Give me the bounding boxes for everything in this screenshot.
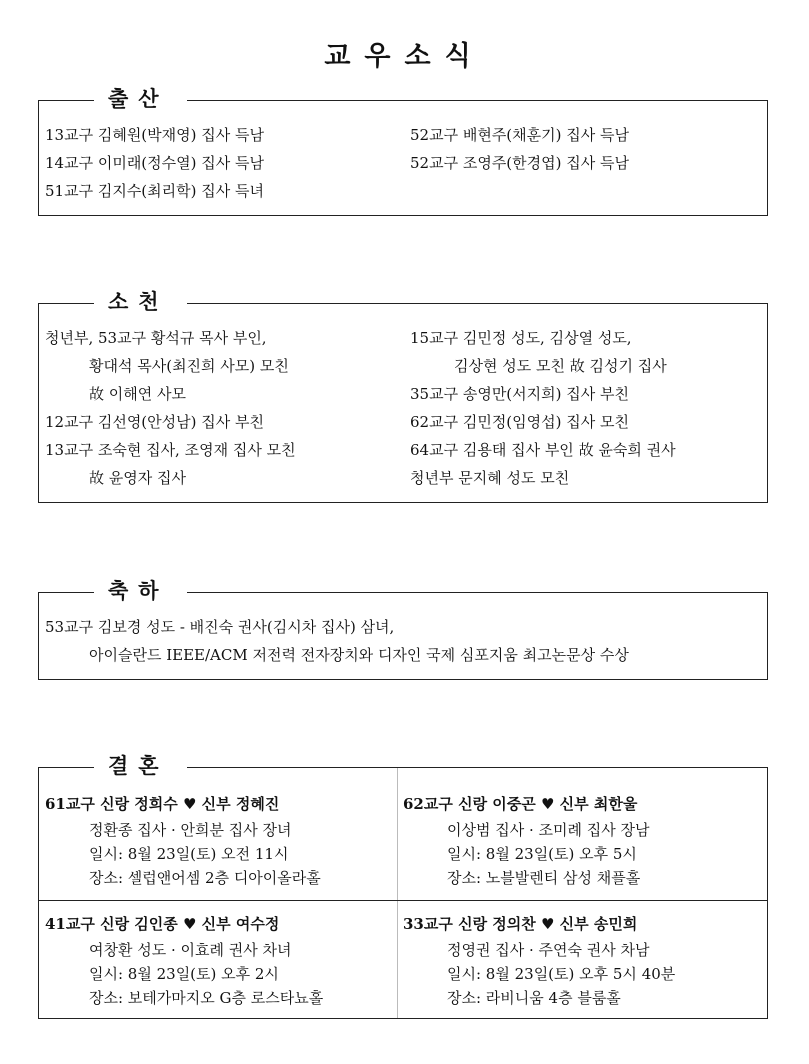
datetime-line: 일시: 8월 23일(토) 오후 2시 [89, 965, 279, 983]
heart-icon: ♥ [182, 915, 197, 933]
list-item: 아이슬란드 IEEE/ACM 저전력 전자장치와 디자인 국제 심포지움 최고논문상 수상 [89, 646, 629, 664]
death-section [38, 289, 768, 503]
couple-line [45, 790, 397, 818]
groom: 41교구 신랑 김인종 [45, 915, 178, 933]
couple-line [403, 910, 767, 938]
bride: 신부 정혜진 [201, 795, 280, 813]
parents-line: 정영권 집사 · 주연숙 권사 차남 [447, 941, 650, 959]
birth-section [38, 86, 768, 216]
place-line: 장소: 보테가마지오 G층 로스타뇨홀 [89, 989, 324, 1007]
list-item: 13교구 김혜원(박재영) 집사 득남 [45, 126, 264, 144]
list-item: 황대석 목사(최진희 사모) 모친 [89, 357, 289, 375]
list-item: 52교구 조영주(한경엽) 집사 득남 [410, 154, 629, 172]
birth-right-column [410, 121, 629, 177]
list-item: 53교구 김보경 성도 - 배진숙 권사(김시차 집사) 삼녀, [45, 618, 395, 636]
list-item: 故 윤영자 집사 [89, 469, 186, 487]
bride: 신부 여수정 [201, 915, 280, 933]
list-item: 12교구 김선영(안성남) 집사 부친 [45, 413, 264, 431]
parents-line: 이상범 집사 · 조미례 집사 장남 [447, 821, 650, 839]
birth-left-column [45, 121, 264, 205]
wedding-entry [397, 768, 767, 890]
wedding-section [38, 753, 768, 1019]
couple-line [403, 790, 767, 818]
death-right-column [410, 324, 676, 492]
heart-icon: ♥ [540, 915, 555, 933]
list-item: 64교구 김용태 집사 부인 故 윤숙희 권사 [410, 441, 676, 459]
heart-icon: ♥ [182, 795, 197, 813]
wedding-entry [39, 888, 397, 1010]
wedding-heading: 결혼 [94, 751, 187, 781]
congrats-body [45, 613, 629, 669]
death-left-column [45, 324, 296, 492]
list-item: 청년부 문지혜 성도 모친 [410, 469, 570, 487]
list-item: 14교구 이미래(정수열) 집사 득남 [45, 154, 264, 172]
list-item: 김상현 성도 모친 故 김성기 집사 [454, 357, 667, 375]
congrats-heading: 축하 [94, 576, 187, 606]
groom: 33교구 신랑 정의찬 [403, 915, 536, 933]
datetime-line: 일시: 8월 23일(토) 오후 5시 [447, 845, 637, 863]
birth-heading: 출산 [94, 84, 187, 114]
datetime-line: 일시: 8월 23일(토) 오전 11시 [89, 845, 289, 863]
list-item: 52교구 배현주(채훈기) 집사 득남 [410, 126, 629, 144]
list-item: 35교구 송영만(서지희) 집사 부친 [410, 385, 629, 403]
list-item: 故 이해연 사모 [89, 385, 186, 403]
list-item: 51교구 김지수(최리학) 집사 득녀 [45, 182, 264, 200]
bride: 신부 최한울 [559, 795, 638, 813]
couple-line [45, 910, 397, 938]
place-line: 장소: 셀럽앤어셈 2층 디아이올라홀 [89, 869, 321, 887]
heart-icon: ♥ [540, 795, 555, 813]
place-line: 장소: 노블발렌티 삼성 채플홀 [447, 869, 641, 887]
place-line: 장소: 라비니움 4층 블룸홀 [447, 989, 621, 1007]
wedding-entry [39, 768, 397, 890]
page-title: 교우소식 [324, 41, 485, 72]
parents-line: 정환종 집사 · 안희분 집사 장녀 [89, 821, 292, 839]
congrats-section [38, 578, 768, 680]
parents-line: 여창환 성도 · 이효례 권사 차녀 [89, 941, 292, 959]
groom: 62교구 신랑 이중곤 [403, 795, 536, 813]
datetime-line: 일시: 8월 23일(토) 오후 5시 40분 [447, 965, 676, 983]
list-item: 청년부, 53교구 황석규 목사 부인, [45, 329, 267, 347]
list-item: 15교구 김민정 성도, 김상열 성도, [410, 329, 632, 347]
list-item: 62교구 김민정(임영섭) 집사 모친 [410, 413, 629, 431]
wedding-entry [397, 888, 767, 1010]
groom: 61교구 신랑 정희수 [45, 795, 178, 813]
list-item: 13교구 조숙현 집사, 조영재 집사 모친 [45, 441, 296, 459]
death-heading: 소천 [94, 287, 187, 317]
bride: 신부 송민희 [559, 915, 638, 933]
